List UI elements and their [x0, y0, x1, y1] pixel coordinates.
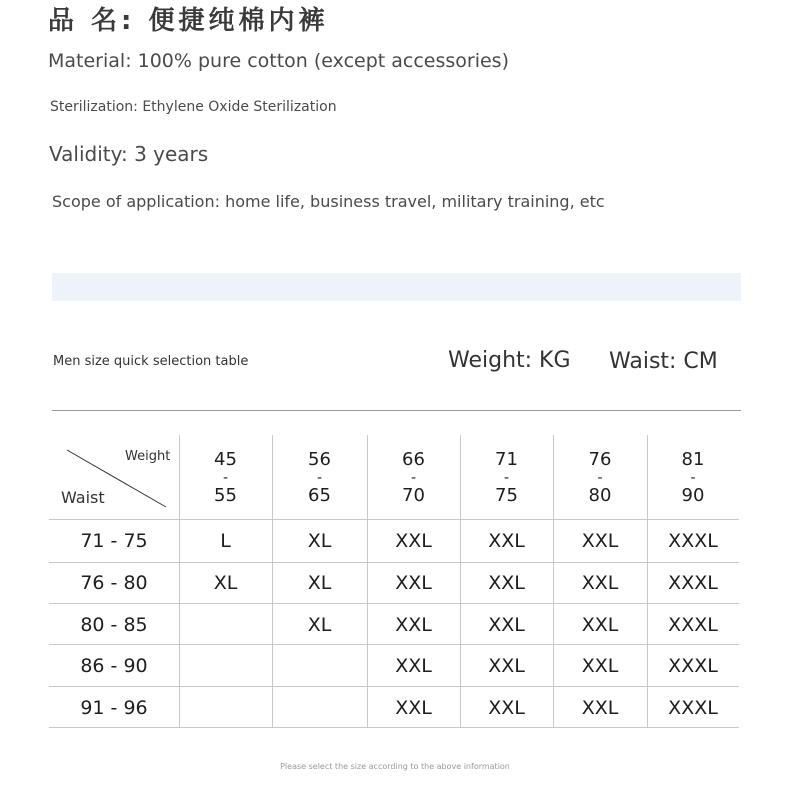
weight-column-header: [272, 451, 367, 505]
weight-range-start: 71: [495, 449, 518, 470]
weight-range-end: 70: [402, 485, 425, 506]
size-cell: XXL: [488, 614, 525, 636]
weight-range-start: 66: [402, 449, 425, 470]
weight-column-header: [179, 451, 272, 505]
weight-range-dash: -: [410, 470, 417, 486]
sterilization-text: Sterilization: Ethylene Oxide Sterilization: [50, 99, 337, 115]
corner-weight-label: Weight: [125, 449, 171, 464]
weight-range-end: 75: [495, 485, 518, 506]
weight-range-end: 65: [308, 485, 331, 506]
size-cell: XXL: [395, 530, 432, 552]
size-cell: XXL: [581, 614, 619, 636]
size-cell: XL: [307, 614, 332, 636]
table-rule: [49, 519, 739, 520]
size-table-caption: Men size quick selection table: [53, 354, 249, 369]
size-cell: XXL: [581, 530, 619, 552]
waist-range-label: 80 - 85: [80, 614, 148, 636]
size-cell: XXL: [488, 697, 525, 719]
size-cell: L: [220, 530, 231, 552]
size-cell: XL: [307, 572, 332, 594]
waist-range-label: 91 - 96: [80, 697, 148, 719]
size-cell: XXXL: [668, 655, 718, 677]
waist-unit-label: Waist: CM: [609, 349, 718, 374]
size-cell: XXL: [395, 697, 432, 719]
weight-range-start: 45: [214, 449, 237, 470]
table-rule: [49, 686, 739, 687]
size-cell: XL: [307, 530, 332, 552]
waist-range-label: 71 - 75: [80, 530, 148, 552]
weight-range-dash: -: [690, 470, 696, 486]
size-cell: XXL: [488, 572, 525, 594]
size-cell: XXXL: [668, 614, 718, 636]
weight-unit-label: Weight: KG: [448, 348, 571, 373]
material-text: Material: 100% pure cotton (except accessories): [48, 50, 509, 72]
size-cell: XXL: [395, 614, 432, 636]
corner-waist-label: Waist: [61, 488, 105, 507]
size-cell: XXXL: [668, 572, 718, 594]
waist-range-label: 86 - 90: [80, 655, 148, 677]
weight-column-header: [553, 451, 647, 505]
table-rule: [49, 644, 739, 645]
scope-text: Scope of application: home life, business travel, military training, etc: [52, 192, 605, 211]
table-rule: [49, 727, 739, 728]
weight-range-dash: -: [597, 470, 603, 486]
size-cell: XXL: [395, 655, 432, 677]
size-cell: XL: [213, 572, 238, 594]
weight-range-start: 81: [681, 449, 705, 470]
size-cell: XXL: [581, 697, 619, 719]
size-cell: XXL: [488, 655, 525, 677]
validity-text: Validity: 3 years: [49, 142, 209, 166]
size-cell: XXL: [581, 572, 619, 594]
size-cell: XXXL: [668, 530, 718, 552]
weight-range-dash: -: [503, 470, 510, 486]
size-cell: XXL: [581, 655, 619, 677]
weight-range-dash: -: [316, 470, 323, 486]
weight-range-dash: -: [222, 470, 229, 486]
weight-column-header: [460, 451, 553, 505]
table-rule: [49, 562, 739, 563]
footnote: Please select the size according to the above information: [280, 762, 510, 771]
waist-range-label: 76 - 80: [80, 572, 148, 594]
product-name: 品 名: 便捷纯棉内裤: [48, 6, 329, 36]
table-rule: [49, 603, 739, 604]
size-cell: XXXL: [668, 697, 718, 719]
weight-range-end: 90: [681, 485, 705, 506]
weight-range-start: 56: [308, 449, 331, 470]
weight-range-end: 55: [214, 485, 237, 506]
weight-column-header: [367, 451, 460, 505]
weight-range-start: 76: [588, 449, 612, 470]
size-cell: XXL: [395, 572, 432, 594]
weight-column-header: [647, 451, 739, 505]
size-cell: XXL: [488, 530, 525, 552]
weight-range-end: 80: [588, 485, 612, 506]
